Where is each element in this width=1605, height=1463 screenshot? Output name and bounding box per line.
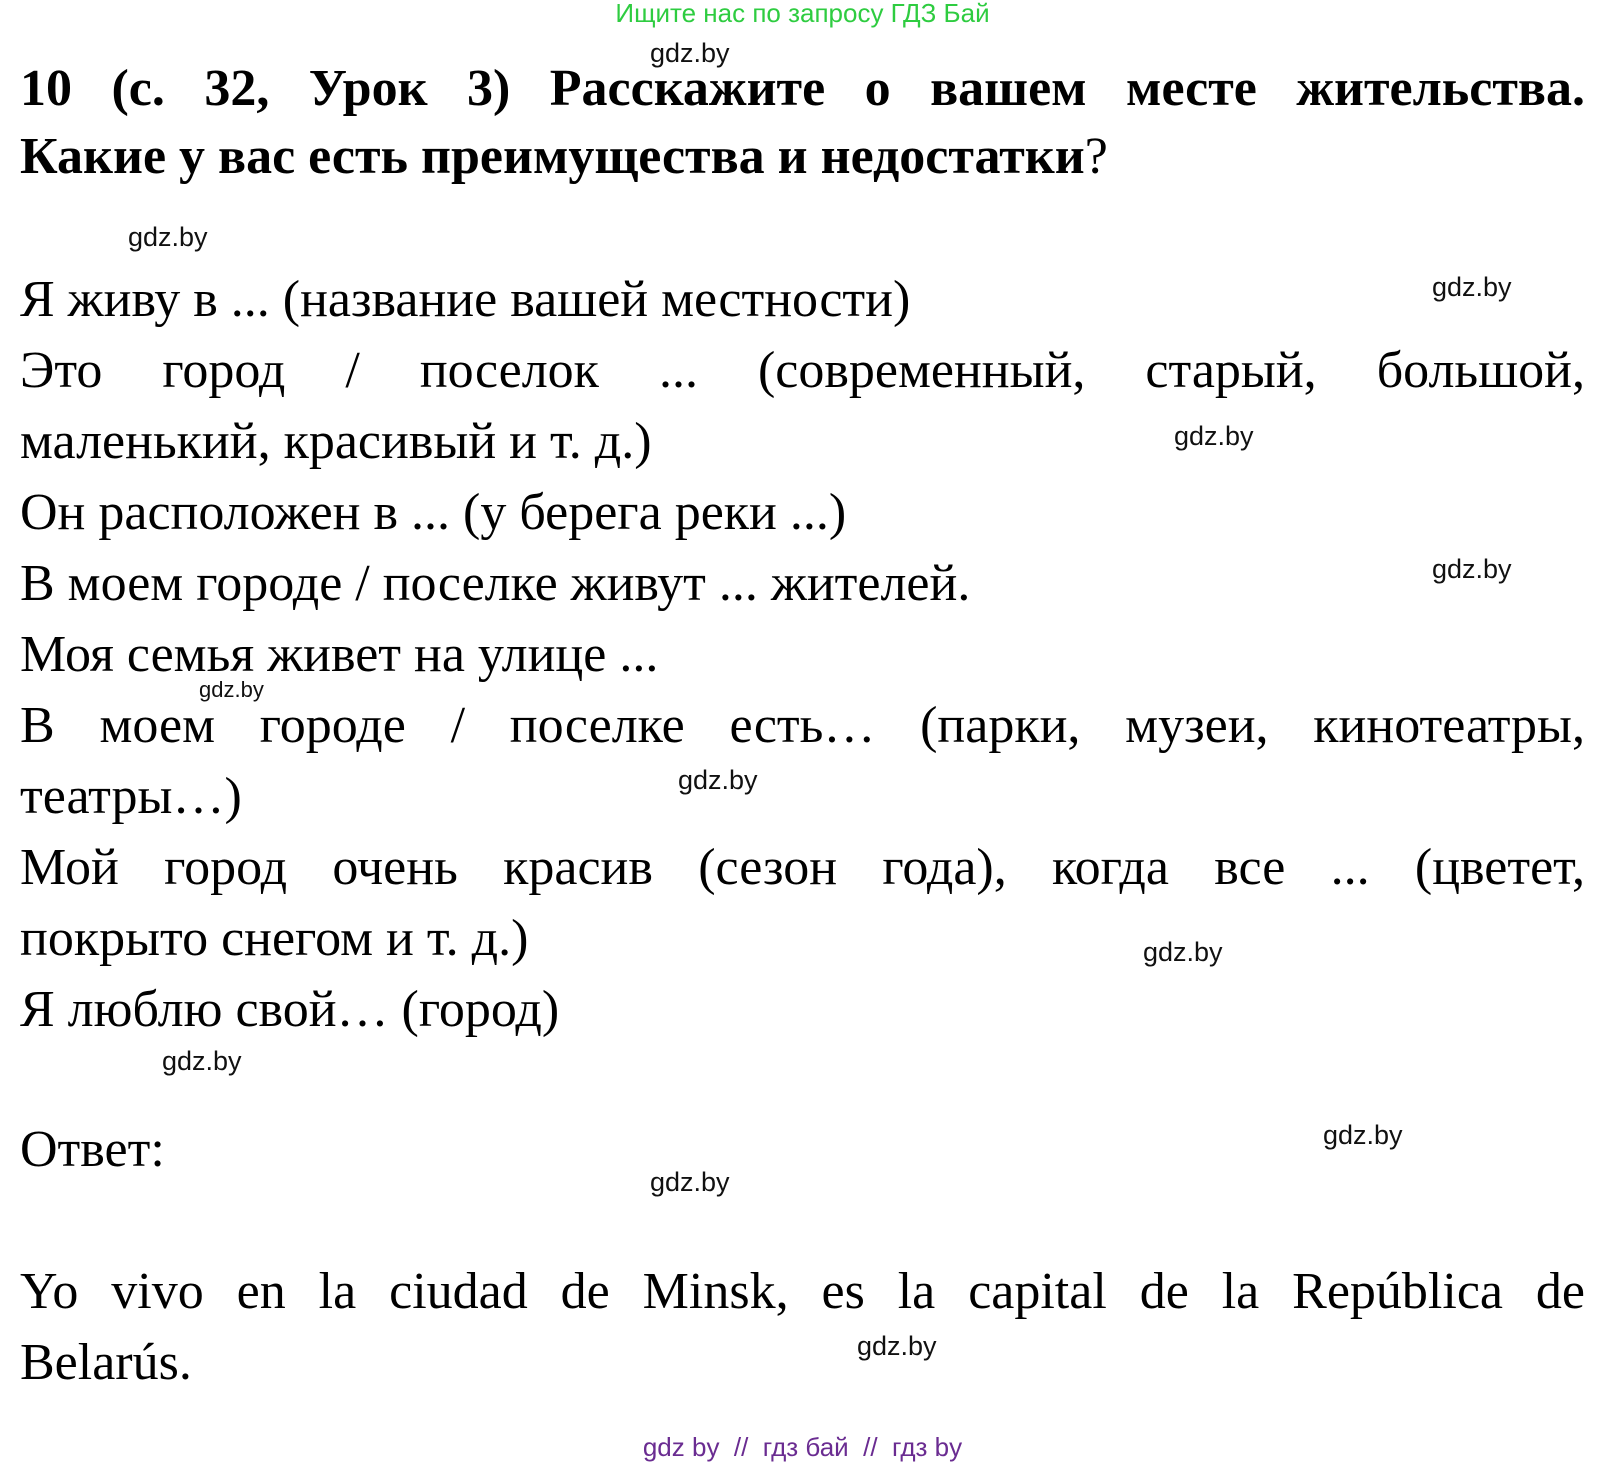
watermark: gdz.by (1174, 421, 1254, 451)
answer-label: Ответ: (20, 1121, 165, 1178)
footer-links: gdz by // гдз бай // гдз by (642, 1432, 963, 1462)
task-title-line-1: 10 (с. 32, Урок 3) Расскажите о вашем месте жительства. (20, 60, 1585, 117)
template-line: Я живу в ... (название вашей местности) (20, 271, 911, 328)
watermark: gdz.by (128, 222, 208, 252)
task-title-line-2 (20, 123, 1585, 191)
template-line: покрыто снегом и т. д.) (20, 910, 529, 967)
watermark: gdz.by (1432, 272, 1512, 302)
template-line: Мой город очень красив (сезон года), когда все ... (цветет, (20, 839, 1585, 896)
watermark: gdz.by (1432, 554, 1512, 584)
watermark: gdz.by (650, 38, 730, 68)
watermark: gdz.by (857, 1331, 937, 1361)
template-line: маленький, красивый и т. д.) (20, 413, 652, 470)
search-banner: Ищите нас по запросу ГДЗ Бай (615, 0, 990, 28)
watermark: gdz.by (650, 1167, 730, 1197)
watermark: gdz.by (1143, 937, 1223, 967)
watermark: gdz.by (1323, 1120, 1403, 1150)
watermark: gdz.by (162, 1046, 242, 1076)
task-title-line-2-text: Какие у вас есть преимущества и недостатки (20, 128, 1085, 185)
task-title-question-mark: ? (1084, 128, 1108, 185)
template-line: Он расположен в ... (у берега реки ...) (20, 484, 847, 541)
answer-text-line-2: Belarús. (20, 1334, 192, 1391)
template-line: В моем городе / поселке живут ... жителей. (20, 555, 971, 612)
template-line: Моя семья живет на улице ... (20, 626, 659, 683)
watermark: gdz.by (199, 677, 264, 702)
template-line: Это город / поселок ... (современный, старый, большой, (20, 342, 1585, 399)
task-title (20, 55, 1585, 191)
template-line: В моем городе / поселке есть… (парки, музеи, кинотеатры, (20, 697, 1585, 754)
template-line: театры…) (20, 768, 242, 825)
watermark: gdz.by (678, 765, 758, 795)
template-line: Я люблю свой… (город) (20, 981, 560, 1038)
answer-text-line-1: Yo vivo en la ciudad de Minsk, es la capital de la República de (20, 1263, 1585, 1320)
